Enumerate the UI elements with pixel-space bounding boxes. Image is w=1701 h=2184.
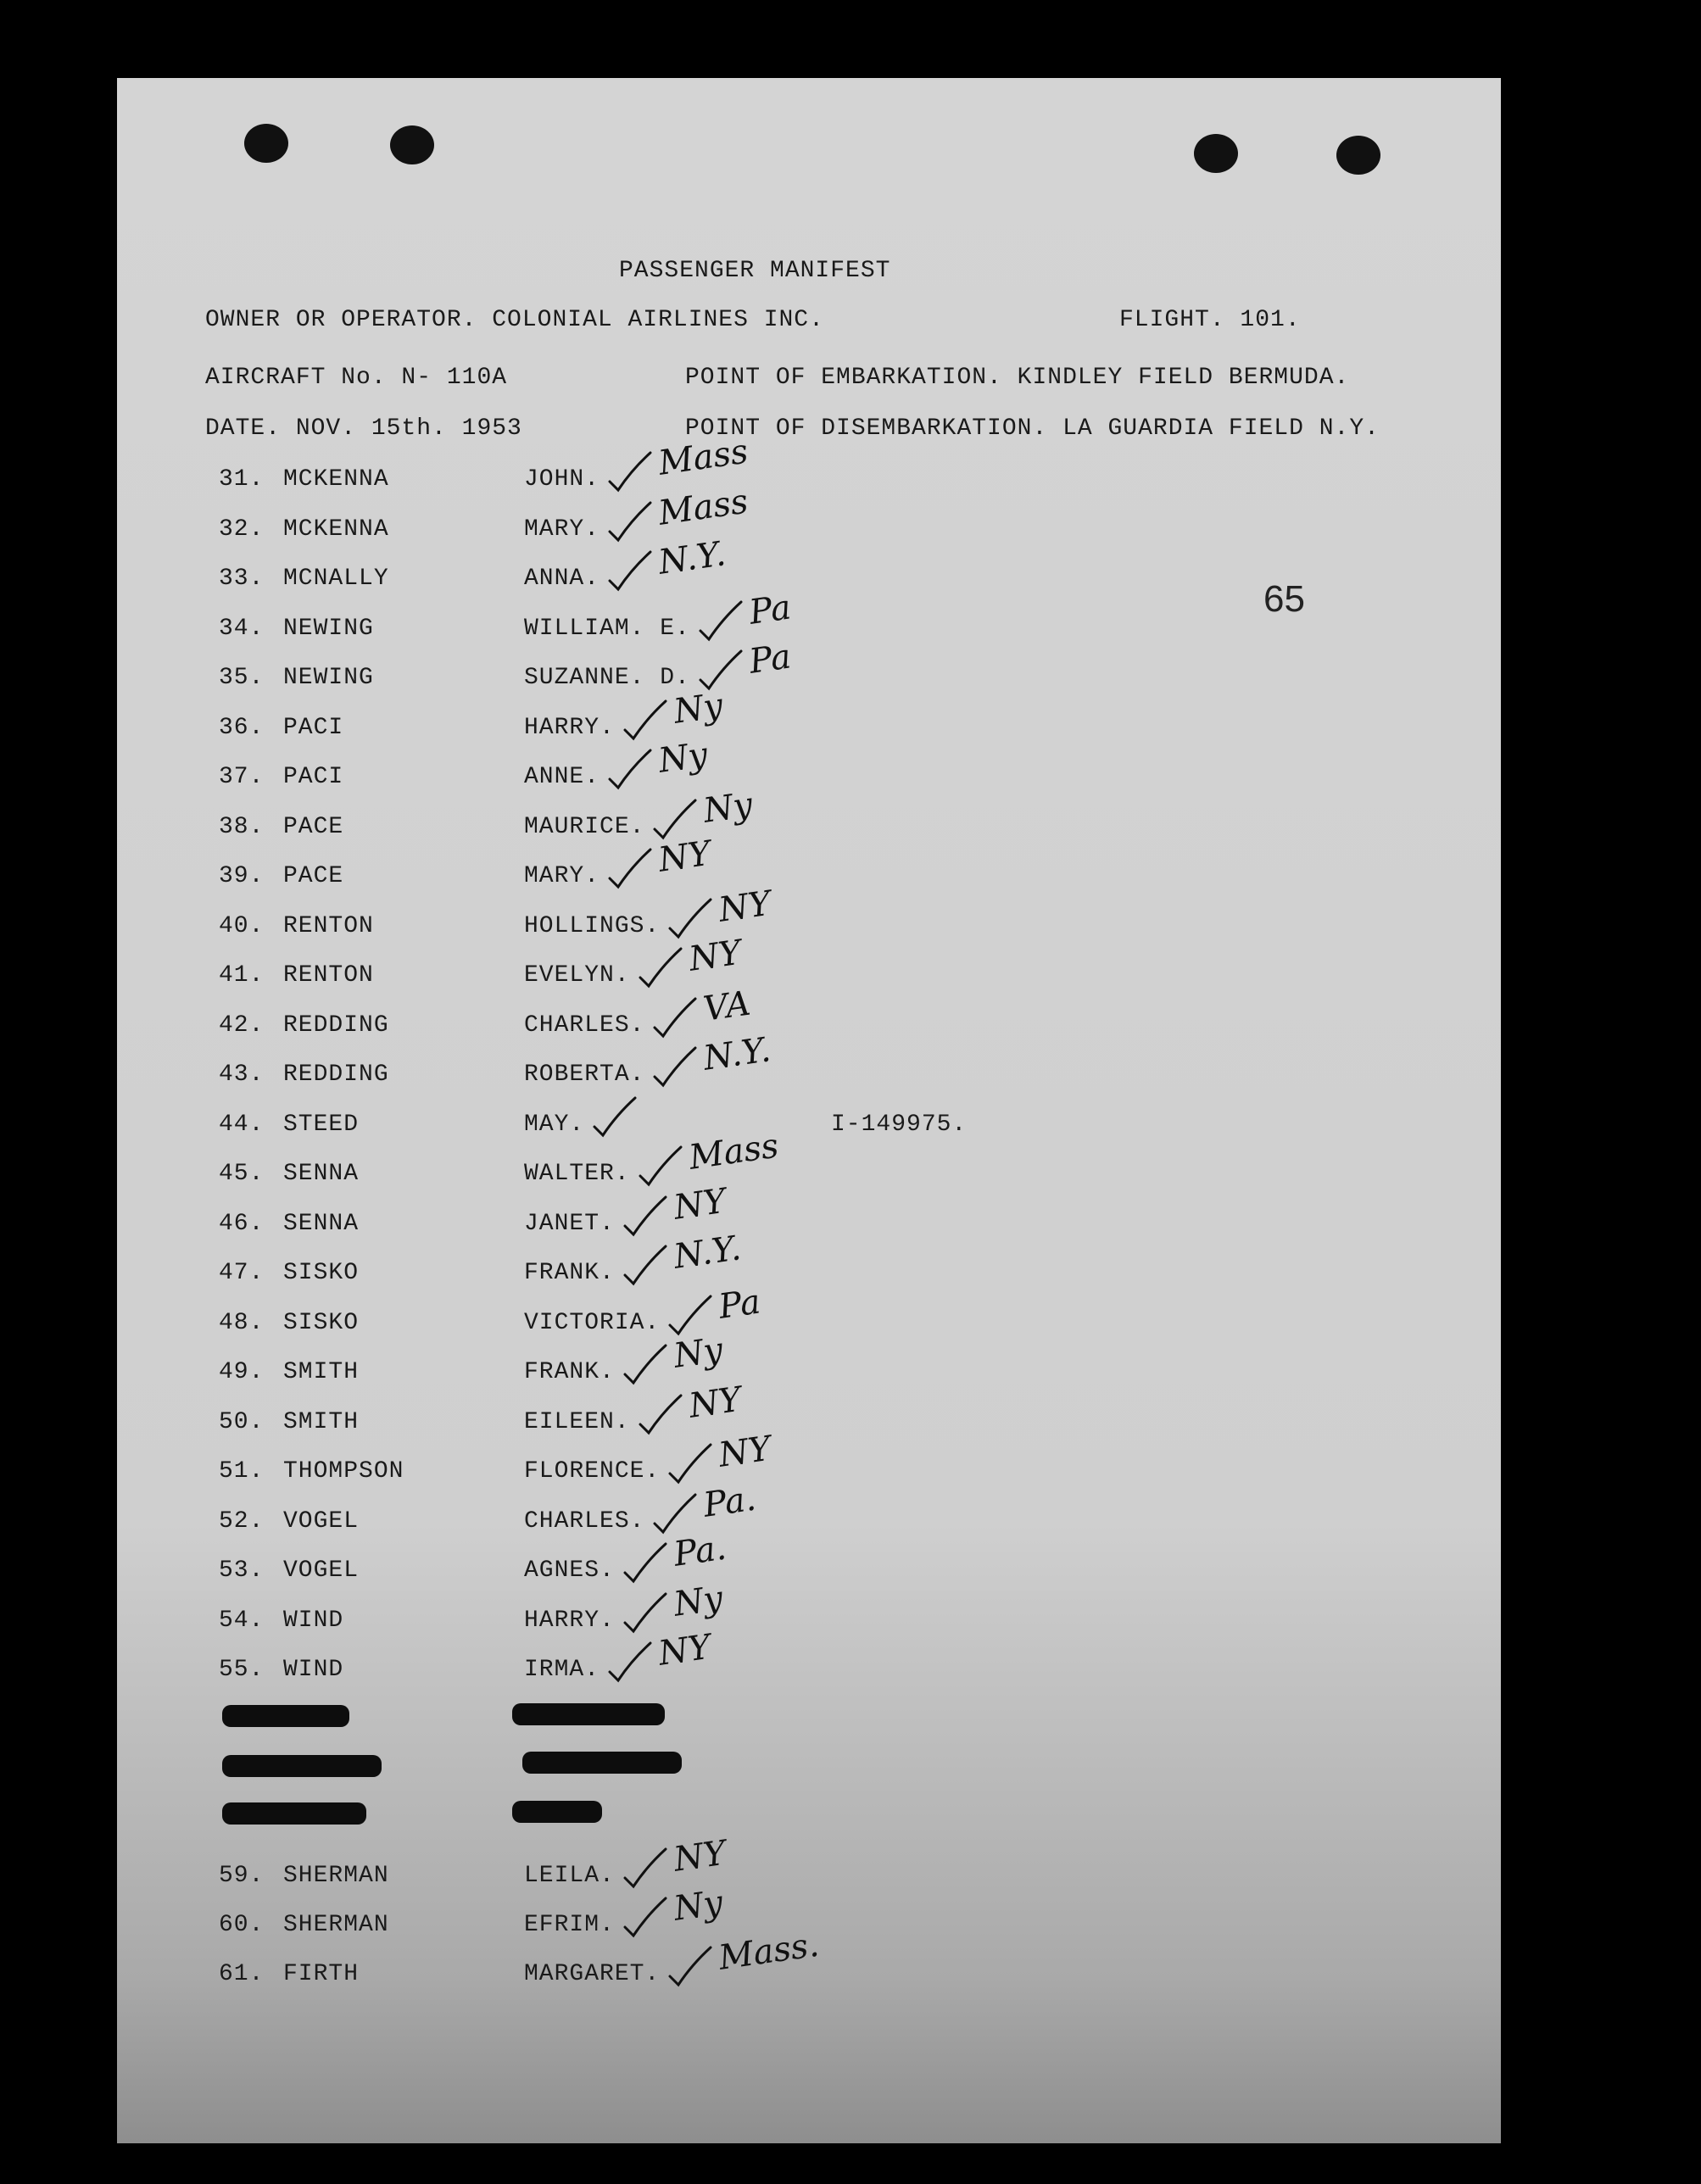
passenger-given-name: FRANK. bbox=[524, 1359, 615, 1385]
passenger-given-name: MAY. bbox=[524, 1111, 585, 1138]
check-mark bbox=[622, 1844, 672, 1895]
check-mark bbox=[606, 745, 657, 796]
check-mark bbox=[637, 1390, 688, 1441]
handwritten-state: Ny bbox=[671, 1330, 726, 1376]
passenger-surname: SMITH bbox=[283, 1359, 360, 1385]
redaction-bar bbox=[522, 1752, 682, 1774]
check-mark bbox=[606, 547, 657, 598]
passenger-number: 42. bbox=[219, 1011, 265, 1039]
passenger-surname: SHERMAN bbox=[283, 1863, 389, 1889]
handwritten-state: Pa bbox=[746, 587, 794, 632]
passenger-given-name: IRMA. bbox=[524, 1657, 600, 1683]
handwritten-state: NY bbox=[655, 1627, 714, 1674]
passenger-number: 46. bbox=[219, 1210, 265, 1237]
passenger-given-name: MARY. bbox=[524, 863, 600, 889]
punch-hole bbox=[390, 125, 434, 164]
passenger-number: 43. bbox=[219, 1061, 265, 1088]
passenger-number: 37. bbox=[219, 764, 265, 790]
passenger-given-name: FLORENCE. bbox=[524, 1458, 661, 1485]
passenger-given-name: AGNES. bbox=[524, 1557, 615, 1584]
passenger-number: 41. bbox=[219, 962, 265, 989]
passenger-surname: SISKO bbox=[283, 1260, 360, 1286]
check-mark bbox=[666, 1440, 717, 1490]
passenger-surname: RENTON bbox=[283, 912, 374, 939]
check-mark bbox=[591, 1093, 642, 1144]
handwritten-state: Mass bbox=[655, 481, 751, 533]
passenger-given-name: ANNA. bbox=[524, 566, 600, 592]
check-mark bbox=[606, 498, 657, 549]
alien-registration-note: I-149975. bbox=[831, 1111, 968, 1138]
check-mark bbox=[651, 994, 702, 1045]
passenger-given-name: MARY. bbox=[524, 515, 600, 543]
passenger-given-name: LEILA. bbox=[524, 1863, 615, 1889]
passenger-number: 52. bbox=[219, 1507, 265, 1535]
passenger-surname: MCKENNA bbox=[283, 515, 389, 543]
check-mark bbox=[622, 1893, 672, 1944]
passenger-surname: VOGEL bbox=[283, 1507, 360, 1535]
manifest-title: PASSENGER MANIFEST bbox=[619, 258, 891, 284]
check-mark bbox=[622, 1192, 672, 1243]
passenger-given-name: CHARLES. bbox=[524, 1507, 645, 1535]
passenger-surname: NEWING bbox=[283, 615, 374, 642]
handwritten-state: Mass bbox=[655, 432, 751, 483]
handwritten-state: Ny bbox=[671, 685, 726, 732]
manifest-date: DATE. NOV. 15th. 1953 bbox=[205, 415, 522, 442]
passenger-number: 45. bbox=[219, 1161, 265, 1187]
handwritten-state: N.Y. bbox=[701, 1030, 773, 1078]
flight-number: FLIGHT. 101. bbox=[1119, 307, 1301, 333]
passenger-given-name: MAURICE. bbox=[524, 813, 645, 840]
passenger-number: 49. bbox=[219, 1359, 265, 1385]
redaction-bar bbox=[512, 1801, 602, 1823]
redaction-bar bbox=[222, 1705, 349, 1727]
passenger-number: 55. bbox=[219, 1657, 265, 1683]
handwritten-state: Pa bbox=[746, 637, 794, 682]
check-mark bbox=[606, 448, 657, 499]
passenger-surname: FIRTH bbox=[283, 1961, 360, 1987]
redaction-bar bbox=[222, 1802, 366, 1825]
passenger-surname: WIND bbox=[283, 1657, 344, 1683]
passenger-surname: VOGEL bbox=[283, 1557, 360, 1584]
punch-hole bbox=[1194, 134, 1238, 173]
handwritten-state: Ny bbox=[671, 1578, 726, 1624]
passenger-number: 44. bbox=[219, 1111, 265, 1138]
passenger-given-name: MARGARET. bbox=[524, 1961, 661, 1987]
passenger-surname: MCNALLY bbox=[283, 566, 389, 592]
passenger-number: 59. bbox=[219, 1863, 265, 1889]
passenger-number: 51. bbox=[219, 1458, 265, 1485]
passenger-surname: MCKENNA bbox=[283, 466, 389, 493]
passenger-surname: SISKO bbox=[283, 1309, 360, 1336]
passenger-surname: SHERMAN bbox=[283, 1912, 389, 1938]
handwritten-state: Mass. bbox=[716, 1925, 822, 1978]
passenger-surname: SENNA bbox=[283, 1161, 360, 1187]
owner-operator: OWNER OR OPERATOR. COLONIAL AIRLINES INC. bbox=[205, 307, 824, 333]
check-mark bbox=[622, 1539, 672, 1590]
punch-hole bbox=[1336, 136, 1380, 175]
passenger-surname: WIND bbox=[283, 1607, 344, 1634]
handwritten-state: NY bbox=[716, 1429, 774, 1475]
passenger-surname: SMITH bbox=[283, 1408, 360, 1435]
handwritten-state: N.Y. bbox=[671, 1228, 744, 1277]
aircraft-number: AIRCRAFT No. N- 110A bbox=[205, 365, 508, 391]
passenger-surname: THOMPSON bbox=[283, 1458, 404, 1485]
handwritten-state: Pa. bbox=[701, 1479, 759, 1525]
check-mark bbox=[622, 1589, 672, 1640]
redaction-bar bbox=[512, 1703, 665, 1725]
passenger-given-name: CHARLES. bbox=[524, 1011, 645, 1039]
passenger-number: 60. bbox=[219, 1912, 265, 1938]
check-mark bbox=[697, 597, 748, 648]
passenger-given-name: HOLLINGS. bbox=[524, 912, 661, 939]
check-mark bbox=[622, 1340, 672, 1391]
passenger-surname: SENNA bbox=[283, 1210, 360, 1237]
passenger-surname: PACE bbox=[283, 863, 344, 889]
handwritten-state: NY bbox=[671, 1181, 728, 1228]
embarkation-point: POINT OF EMBARKATION. KINDLEY FIELD BERMUDA. bbox=[685, 365, 1350, 391]
passenger-surname: STEED bbox=[283, 1111, 360, 1138]
check-mark bbox=[637, 944, 688, 994]
passenger-given-name: EVELYN. bbox=[524, 962, 630, 989]
passenger-number: 40. bbox=[219, 912, 265, 939]
passenger-given-name: WALTER. bbox=[524, 1161, 630, 1187]
passenger-number: 61. bbox=[219, 1961, 265, 1987]
punch-hole bbox=[244, 124, 288, 163]
disembarkation-point: POINT OF DISEMBARKATION. LA GUARDIA FIELD N.Y. bbox=[685, 415, 1380, 442]
handwritten-state: N.Y. bbox=[655, 534, 728, 582]
passenger-given-name: WILLIAM. E. bbox=[524, 615, 690, 642]
handwritten-state: NY bbox=[686, 933, 744, 979]
handwritten-state: NY bbox=[716, 883, 774, 930]
check-mark bbox=[651, 1043, 702, 1094]
handwritten-state: NY bbox=[686, 1379, 744, 1426]
manifest-sheet bbox=[117, 78, 1501, 2143]
passenger-number: 35. bbox=[219, 665, 265, 691]
handwritten-state: Ny bbox=[655, 735, 711, 781]
passenger-given-name: HARRY. bbox=[524, 1607, 615, 1634]
handwritten-state: Pa. bbox=[671, 1528, 729, 1574]
passenger-number: 50. bbox=[219, 1408, 265, 1435]
passenger-number: 34. bbox=[219, 615, 265, 642]
passenger-given-name: ROBERTA. bbox=[524, 1061, 645, 1088]
check-mark bbox=[666, 1942, 717, 1993]
passenger-surname: REDDING bbox=[283, 1061, 389, 1088]
passenger-given-name: EFRIM. bbox=[524, 1912, 615, 1938]
passenger-number: 54. bbox=[219, 1607, 265, 1634]
check-mark bbox=[637, 1142, 688, 1193]
passenger-surname: PACE bbox=[283, 813, 344, 840]
handwritten-state: NY bbox=[671, 1833, 728, 1880]
passenger-surname: REDDING bbox=[283, 1011, 389, 1039]
passenger-given-name: FRANK. bbox=[524, 1260, 615, 1286]
check-mark bbox=[606, 1638, 657, 1689]
passenger-given-name: HARRY. bbox=[524, 714, 615, 741]
passenger-surname: RENTON bbox=[283, 962, 374, 989]
passenger-number: 36. bbox=[219, 714, 265, 741]
passenger-number: 31. bbox=[219, 466, 265, 493]
passenger-given-name: EILEEN. bbox=[524, 1408, 630, 1435]
handwritten-state: Ny bbox=[671, 1883, 726, 1929]
handwritten-state: Pa bbox=[716, 1281, 763, 1327]
handwritten-state: Ny bbox=[701, 784, 756, 831]
passenger-number: 47. bbox=[219, 1260, 265, 1286]
passenger-number: 33. bbox=[219, 566, 265, 592]
passenger-given-name: JANET. bbox=[524, 1210, 615, 1237]
check-mark bbox=[622, 696, 672, 747]
passenger-number: 32. bbox=[219, 515, 265, 543]
passenger-given-name: JOHN. bbox=[524, 466, 600, 493]
page-number: 65 bbox=[1263, 578, 1305, 620]
handwritten-state: VA bbox=[701, 983, 754, 1029]
passenger-surname: PACI bbox=[283, 714, 344, 741]
passenger-surname: NEWING bbox=[283, 665, 374, 691]
check-mark bbox=[622, 1241, 672, 1292]
handwritten-state: Mass bbox=[686, 1126, 781, 1178]
passenger-given-name: ANNE. bbox=[524, 764, 600, 790]
check-mark bbox=[606, 844, 657, 895]
passenger-surname: PACI bbox=[283, 764, 344, 790]
passenger-given-name: SUZANNE. D. bbox=[524, 665, 690, 691]
passenger-number: 48. bbox=[219, 1309, 265, 1336]
passenger-number: 53. bbox=[219, 1557, 265, 1584]
passenger-given-name: VICTORIA. bbox=[524, 1309, 661, 1336]
passenger-number: 39. bbox=[219, 863, 265, 889]
passenger-number: 38. bbox=[219, 813, 265, 840]
handwritten-state: NY bbox=[655, 833, 714, 880]
redaction-bar bbox=[222, 1755, 382, 1777]
